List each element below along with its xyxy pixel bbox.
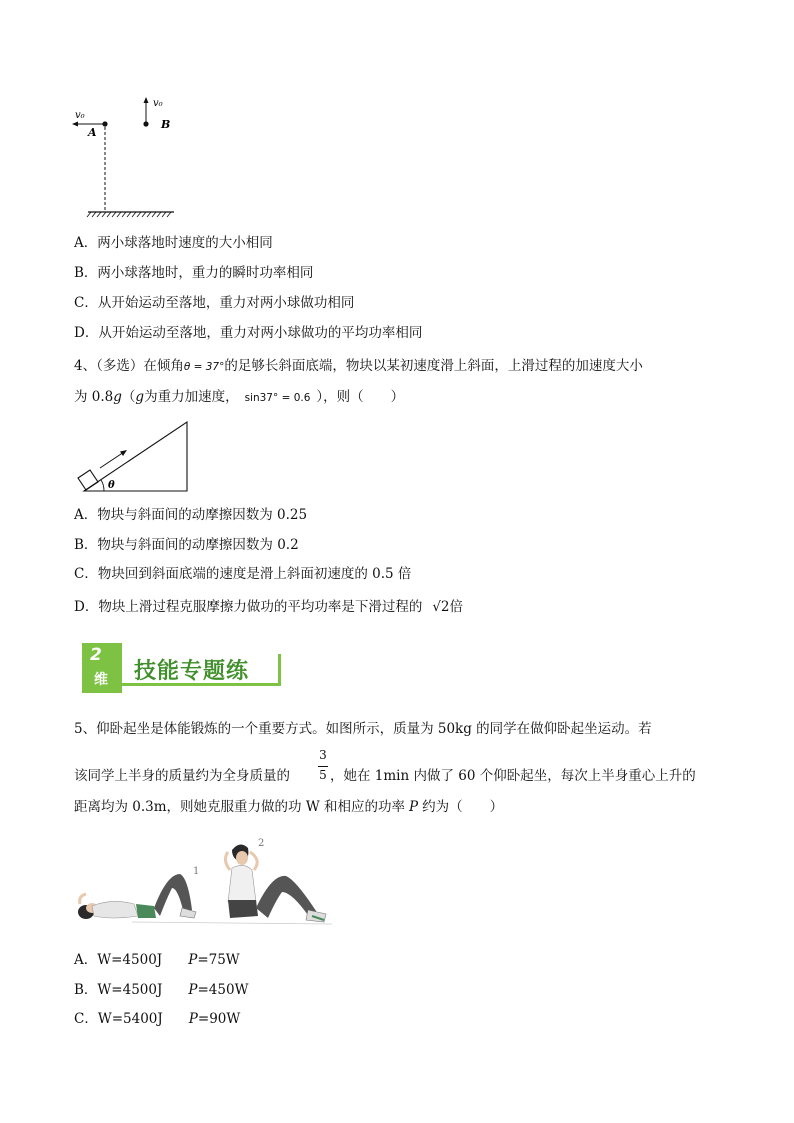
q5-frac-den: 5 <box>319 768 327 782</box>
q4-stem-line1 <box>74 357 643 376</box>
q5-stem-line1: 5、仰卧起坐是体能锻炼的一个重要方式。如图所示，质量为 50kg 的同学在做仰卧起坐运动。若 <box>74 721 652 737</box>
q5-option-c-p: P <box>188 1011 198 1027</box>
q3-option-d: D．从开始运动至落地，重力对两小球做功的平均功率相同 <box>74 325 423 341</box>
q5-option-a-p: P <box>188 952 198 968</box>
q5-option-a-pv: =75W <box>197 952 240 968</box>
banner-title: 技能专题练 <box>134 659 250 684</box>
q4-stem-post: 的足够长斜面底端，物块以某初速度滑上斜面，上滑过程的加速度大小 <box>224 358 643 374</box>
q4-l2-mid: （ <box>121 389 136 405</box>
q5-option-c-pv: =90W <box>197 1011 241 1027</box>
q5-l3-pre: 距离均为 0.3m，则她克服重力做的功 W 和相应的功率 <box>74 799 406 815</box>
q5-stem-line2-pre: 该同学上半身的质量约为全身质量的 <box>74 768 290 784</box>
q4-l2-mid2: 为重力加速度， <box>144 389 239 405</box>
q5-l3-post: 约为（ ） <box>422 799 504 815</box>
figure-incline <box>70 418 195 496</box>
q5-option-b-w: B．W=4500J <box>74 982 163 998</box>
q3-option-a: A．两小球落地时速度的大小相同 <box>74 235 273 251</box>
q5-frac-num: 3 <box>319 748 327 762</box>
figure-situps <box>72 830 362 938</box>
q4-l2-post: ），则（ ） <box>316 389 405 405</box>
label-v0-b: v₀ <box>153 98 163 109</box>
q4-sin-value: sin37° = 0.6 <box>244 392 311 404</box>
q5-option-b <box>74 981 248 999</box>
q4-stem-pre: 4、（多选）在倾角 <box>74 358 184 374</box>
figure-two-balls <box>64 92 184 222</box>
q4-option-d-tail: 倍 <box>449 599 464 615</box>
label-a: A <box>88 126 97 139</box>
q5-frac-bar <box>318 766 328 767</box>
q3-option-b: B．两小球落地时，重力的瞬时功率相同 <box>74 265 314 281</box>
q5-l3-p: P <box>409 799 419 815</box>
img-label-2: 2 <box>258 838 265 849</box>
q5-option-c-w: C．W=5400J <box>74 1011 163 1027</box>
q4-option-d <box>74 598 463 616</box>
q4-l2-pre: 为 0.8 <box>74 389 114 405</box>
label-b: B <box>161 118 171 131</box>
q4-option-a: A．物块与斜面间的动摩擦因数为 0.25 <box>74 507 308 523</box>
q5-stem-line2-post: ，她在 1min 内做了 60 个仰卧起坐，每次上半身重心上升的 <box>330 768 696 784</box>
q5-option-a-w: A．W=4500J <box>74 952 163 968</box>
q5-option-a <box>74 951 240 969</box>
q4-theta-value: θ = 37° <box>183 361 225 373</box>
q4-g2: g <box>135 389 145 405</box>
q4-g1: g <box>113 389 122 405</box>
q5-stem-line3 <box>74 798 503 816</box>
q4-option-b: B．物块与斜面间的动摩擦因数为 0.2 <box>74 537 299 553</box>
label-v0-a: v₀ <box>75 110 85 121</box>
theta-label: θ <box>108 480 115 491</box>
q4-option-d-text: D．物块上滑过程克服摩擦力做功的平均功率是下滑过程的 <box>74 599 423 615</box>
banner-sub: 维 <box>94 672 108 688</box>
q5-option-b-p: P <box>188 982 198 998</box>
q5-option-c <box>74 1010 240 1028</box>
img-label-1: 1 <box>193 866 200 877</box>
q3-option-c: C．从开始运动至落地，重力对两小球做功相同 <box>74 295 355 311</box>
q4-option-d-sqrt: √2 <box>432 599 450 615</box>
q4-option-c: C．物块回到斜面底端的速度是滑上斜面初速度的 0.5 倍 <box>74 566 412 582</box>
section-banner <box>82 643 278 695</box>
banner-number: 2 <box>90 645 102 665</box>
q4-stem-line2 <box>74 388 404 407</box>
q5-option-b-pv: =450W <box>197 982 249 998</box>
